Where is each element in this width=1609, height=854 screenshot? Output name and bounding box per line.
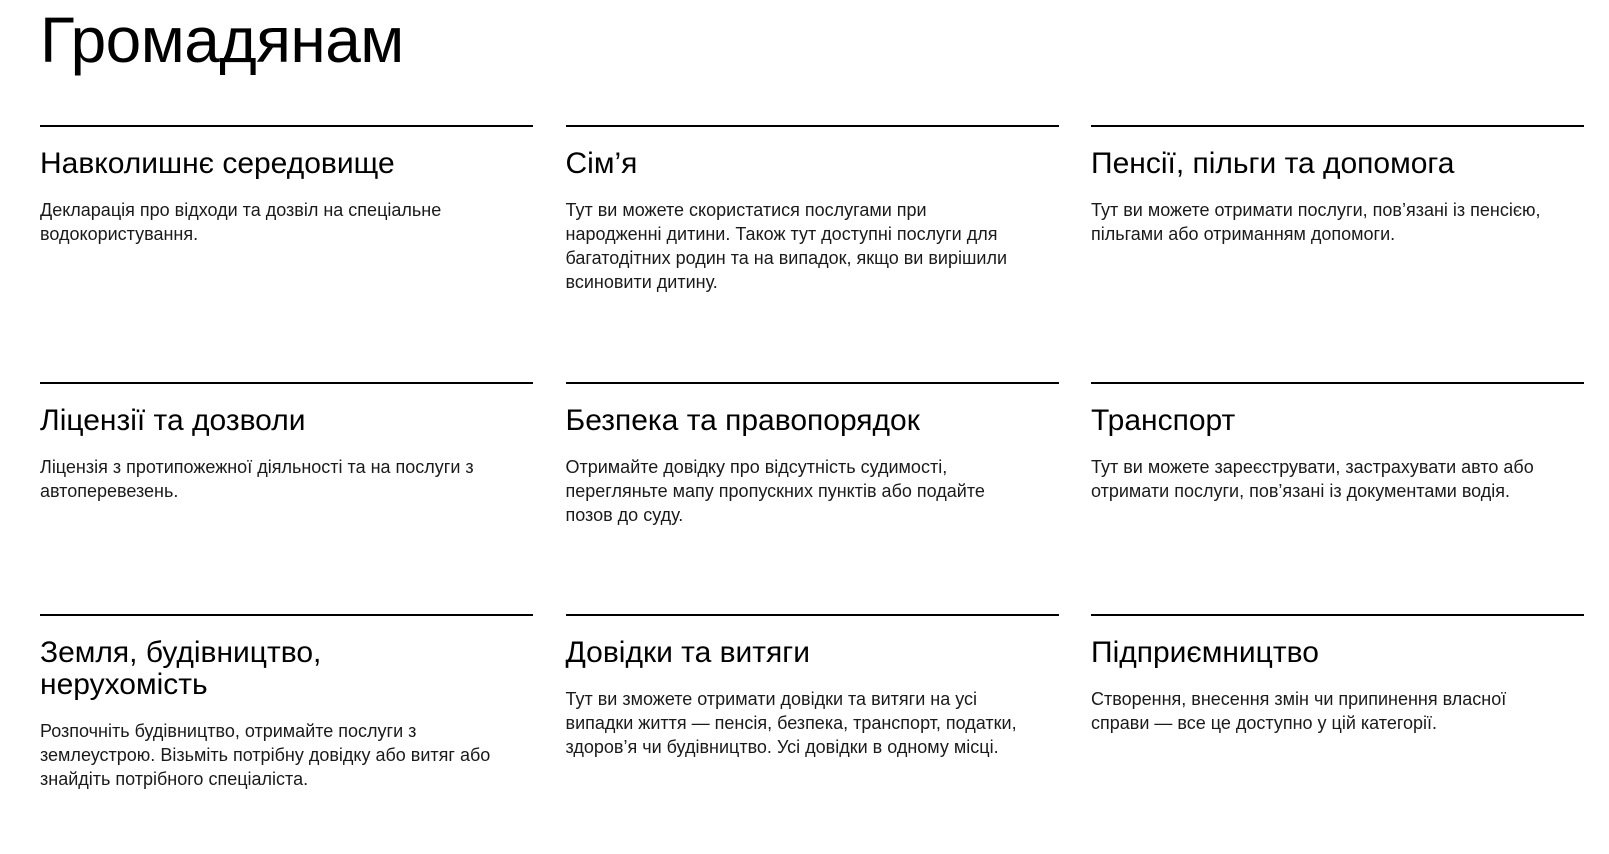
category-title[interactable]: Пенсії, пільги та допомога xyxy=(1091,147,1455,180)
category-title[interactable]: Земля, будівництво, нерухомість xyxy=(40,636,322,701)
category-card-family[interactable] xyxy=(566,125,1059,382)
category-description: Розпочніть будівництво, отримайте послуги з землеустрою. Візьміть потрібну довідку або витяг або знайдіть потрібного спеціаліста. xyxy=(40,721,491,789)
category-description: Тут ви можете зареєструвати, застрахувати авто або отримати послуги, пов’язані із документами водія. xyxy=(1091,457,1534,501)
category-description: Отримайте довідку про відсутність судимості, перегляньте мапу пропускних пунктів або подайте позов до суду. xyxy=(565,457,985,525)
page-title: Громадянам xyxy=(40,4,404,76)
category-title[interactable]: Транспорт xyxy=(1091,404,1236,437)
category-title[interactable]: Сім’я xyxy=(565,147,638,180)
category-title[interactable]: Довідки та витяги xyxy=(565,636,810,669)
category-description: Тут ви можете скористатися послугами при народженні дитини. Також тут доступні послуги для багатодітних родин та на випадок, якщо ви вирішили всиновити дитину. xyxy=(565,200,1008,292)
category-title[interactable]: Ліцензії та дозволи xyxy=(40,404,306,437)
category-description: Декларація про відходи та дозвіл на спеціальне водокористування. xyxy=(40,200,442,244)
category-card-entrepreneurship[interactable] xyxy=(1091,614,1584,854)
category-grid xyxy=(40,125,1584,854)
category-description: Створення, внесення змін чи припинення власної справи — все це доступно у цій категорії. xyxy=(1091,689,1507,733)
category-title[interactable]: Підприємництво xyxy=(1091,636,1319,669)
category-card-transport[interactable] xyxy=(1091,382,1584,614)
category-card-security[interactable] xyxy=(566,382,1059,614)
category-row xyxy=(40,614,1584,854)
category-description: Тут ви зможете отримати довідки та витяги на усі випадки життя — пенсія, безпека, транспорт, податки, здоров’я чи будівництво. Усі довідки в одному місці. xyxy=(565,689,1017,757)
category-description: Ліцензія з протипожежної діяльності та на послуги з автоперевезень. xyxy=(40,457,474,501)
category-row xyxy=(40,382,1584,614)
category-card-licenses[interactable] xyxy=(40,382,533,614)
category-card-environment[interactable] xyxy=(40,125,533,382)
category-card-pensions[interactable] xyxy=(1091,125,1584,382)
category-description: Тут ви можете отримати послуги, пов’язані із пенсією, пільгами або отриманням допомоги. xyxy=(1091,200,1541,244)
category-card-land-construction[interactable] xyxy=(40,614,533,854)
category-row xyxy=(40,125,1584,382)
category-title[interactable]: Навколишнє середовище xyxy=(40,147,395,180)
category-card-certificates[interactable] xyxy=(566,614,1059,854)
category-title[interactable]: Безпека та правопорядок xyxy=(565,404,920,437)
